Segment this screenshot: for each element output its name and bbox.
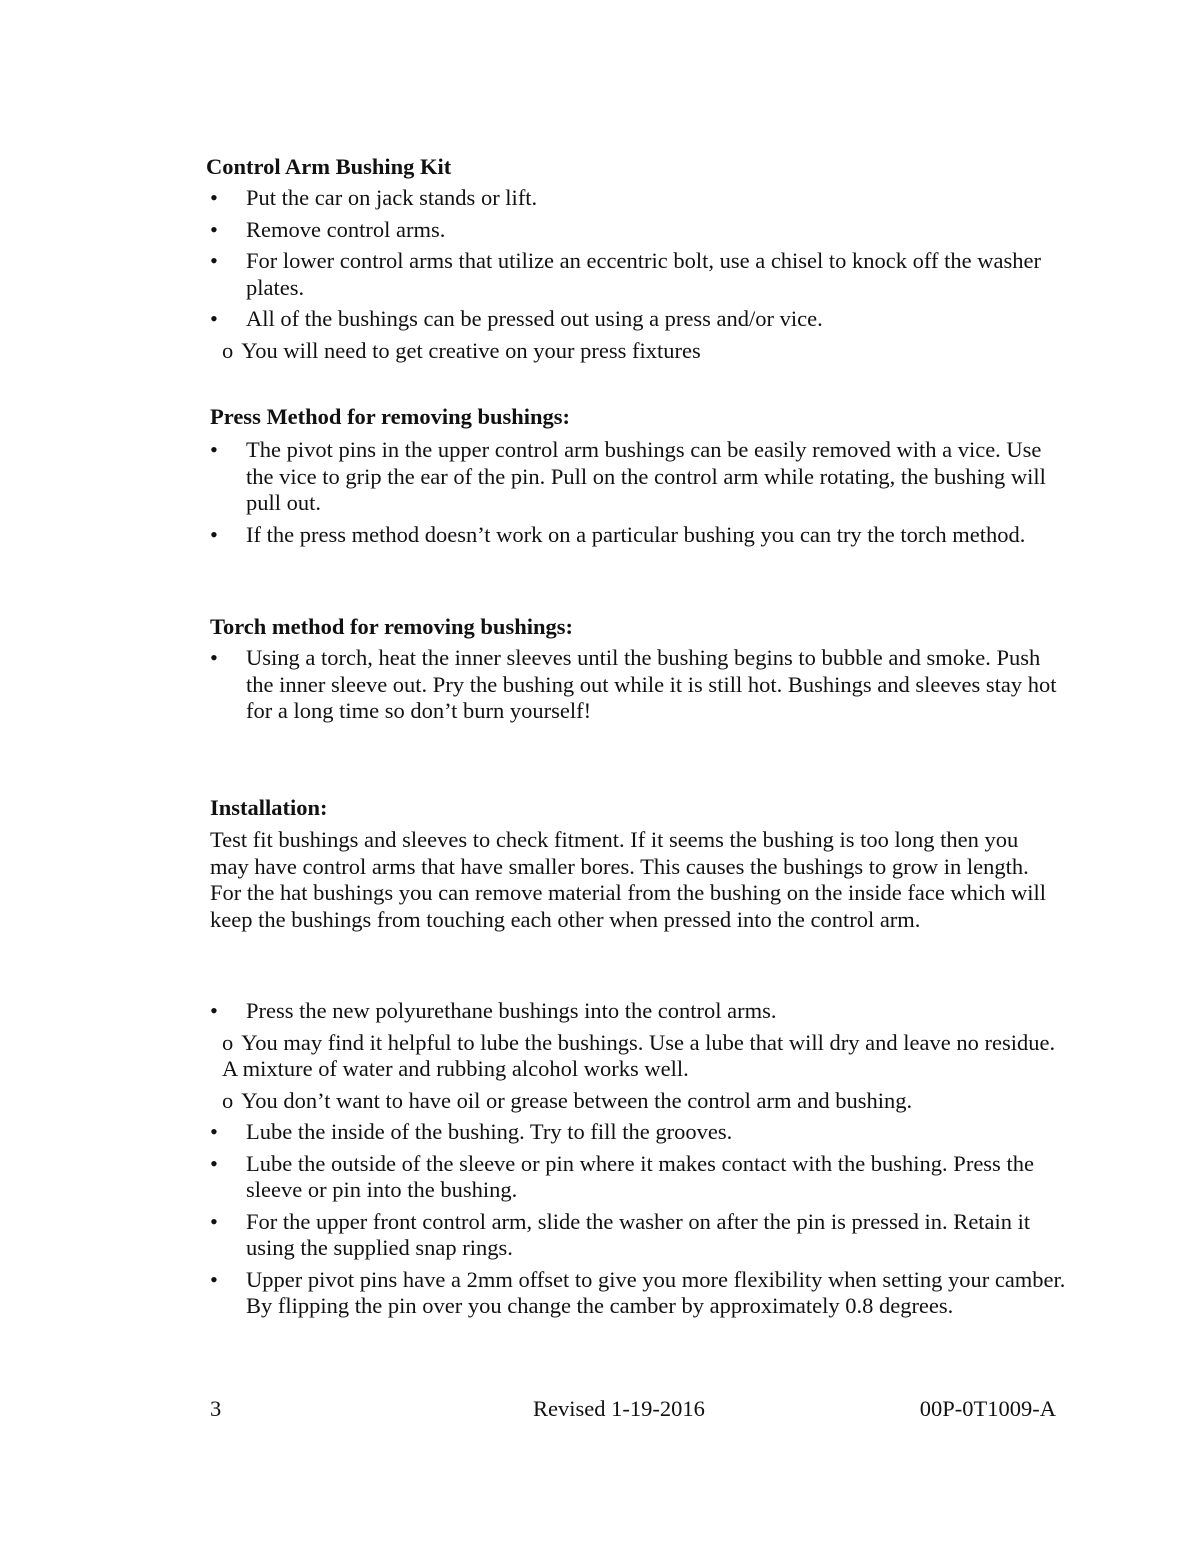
list-item: • All of the bushings can be pressed out using a press and/or vice. o You will need to get creative on your press fixtures [210, 306, 1070, 364]
document-code: 00P-0T1009-A [919, 1396, 1056, 1421]
sub-bullet-marker: o [222, 1029, 234, 1055]
list-item: • Using a torch, heat the inner sleeves until the bushing begins to bubble and smoke. Push the inner sleeve out. Pry the bushing out while it is still hot. Bushings and sleeves stay hot for a long time so don’t burn yourself! [210, 645, 1070, 725]
list-item: • Remove control arms. [210, 217, 1070, 244]
list-item: • For the upper front control arm, slide the washer on after the pin is pressed in. Retain it using the supplied snap rings. [210, 1209, 1070, 1262]
list-item: • Lube the inside of the bushing. Try to fill the grooves. [210, 1119, 1070, 1146]
kit-list [210, 185, 1070, 369]
section-title-press: Press Method for removing bushings: [210, 404, 571, 429]
sub-bullet-marker: o [222, 1087, 234, 1113]
list-item: • The pivot pins in the upper control arm bushings can be easily removed with a vice. Use the vice to grip the ear of the pin. Pull on the control arm while rotating, the bushing will pull out. [210, 437, 1070, 517]
list-item: • Upper pivot pins have a 2mm offset to give you more flexibility when setting your camber. By flipping the pin over you change the camber by approximately 0.8 degrees. [210, 1267, 1070, 1320]
list-item: • Lube the outside of the sleeve or pin where it makes contact with the bushing. Press the sleeve or pin into the bushing. [210, 1151, 1070, 1204]
section-title-kit: Control Arm Bushing Kit [206, 154, 452, 179]
sub-list [222, 338, 1070, 365]
list-item: • Put the car on jack stands or lift. [210, 185, 1070, 212]
list-item: • If the press method doesn’t work on a particular bushing you can try the torch method. [210, 522, 1070, 549]
installation-paragraph: Test fit bushings and sleeves to check fitment. If it seems the bushing is too long then you may have control arms that have smaller bores. This causes the bushings to grow in length. For the hat bushings you can remove material from the bushing on the inside face which will keep the bushings from touching each other when pressed into the control arm. [210, 827, 1047, 932]
sub-list-item: o You will need to get creative on your press fixtures [222, 337, 701, 363]
list-item: • For lower control arms that utilize an eccentric bolt, use a chisel to knock off the washer plates. [210, 248, 1070, 301]
section-title-torch: Torch method for removing bushings: [210, 614, 573, 639]
page-number: 3 [210, 1396, 222, 1421]
sub-list [222, 1030, 1070, 1115]
page-footer [210, 1396, 1056, 1423]
revision-date: Revised 1-19-2016 [533, 1396, 705, 1421]
sub-bullet-marker: o [222, 337, 234, 363]
installation-list [210, 998, 1070, 1325]
sub-list-item: o You may find it helpful to lube the bushings. Use a lube that will dry and leave no residue. A mixture of water and rubbing alcohol works well. [222, 1029, 1056, 1081]
torch-list [210, 645, 1070, 730]
section-title-installation: Installation: [210, 795, 328, 820]
press-list [210, 437, 1070, 553]
list-item: • Press the new polyurethane bushings into the control arms. o You may find it helpful to lube the bushings. Use a lube that will dry and leave no residue. A mixture of water and rubbing alcohol works well. o You don’t want to have oil or grease between the control arm and bushing. [210, 998, 1070, 1114]
sub-list-item: o You don’t want to have oil or grease between the control arm and bushing. [222, 1087, 913, 1113]
